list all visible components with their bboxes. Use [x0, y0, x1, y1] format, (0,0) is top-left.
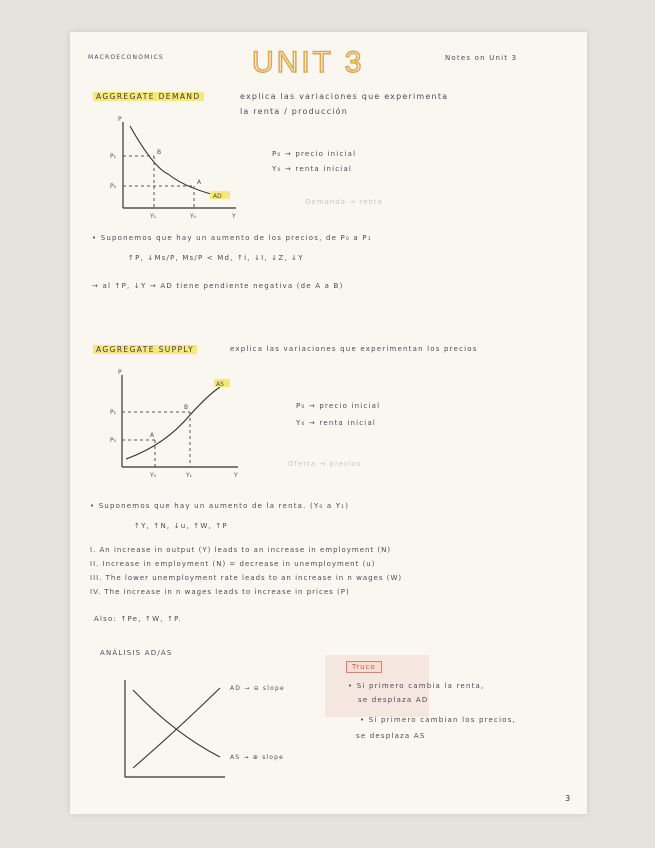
- ad-y0-label: Y₀: [190, 213, 197, 220]
- ad-faded-note: Demanda → renta: [305, 198, 383, 206]
- as-suppose: • Suponemos que hay un aumento de la renta. (Y₀ a Y₁): [90, 502, 350, 510]
- ad-desc-line1: explica las variaciones que experimenta: [240, 92, 449, 101]
- as-heading: AGGREGATE SUPPLY: [93, 345, 197, 354]
- ad-y1-label: Y₁: [150, 213, 157, 220]
- page-number: 3: [565, 794, 571, 803]
- as-y0-label: Y₀: [150, 472, 157, 479]
- as-point-b: B: [184, 404, 189, 411]
- tip2-line1: • Si primero cambian los precios,: [360, 716, 517, 724]
- as-slope-label: AS → ⊕ slope: [230, 754, 285, 761]
- as-y-axis-label: P: [118, 369, 122, 376]
- ad-legend-p0: P₀ → precio inicial: [272, 150, 357, 158]
- ad-legend-y0: Y₀ → renta inicial: [272, 165, 353, 173]
- as-point-4: IV. The increase in n wages leads to increase in prices (P): [90, 588, 350, 596]
- ad-curve-label: AD: [213, 193, 222, 200]
- as-faded-note: Oferta → precios: [288, 460, 362, 468]
- ad-heading: AGGREGATE DEMAND: [93, 92, 204, 101]
- as-graph: [110, 367, 240, 479]
- notes-label: Notes on Unit 3: [445, 54, 518, 62]
- page-title: UNIT 3: [252, 46, 365, 79]
- ad-suppose: • Suponemos que hay un aumento de los precios, de P₀ a P₁: [92, 234, 372, 242]
- ad-graph: [108, 112, 238, 224]
- ad-chain: ↑P, ↓Ms/P, Ms/P < Md, ↑i, ↓I, ↓Z, ↓Y: [128, 254, 304, 262]
- as-point-1: I. An increase in output (Y) leads to an increase in employment (N): [90, 546, 392, 554]
- ad-p0-label: P₀: [110, 183, 117, 190]
- ad-point-b: B: [157, 149, 162, 156]
- as-x-axis-label: Y: [234, 472, 238, 479]
- as-legend-p0: P₀ → precio inicial: [296, 402, 381, 410]
- subject-label: MACROECONOMICS: [88, 54, 164, 61]
- as-p0-label: P₀: [110, 437, 117, 444]
- as-point-a: A: [150, 432, 155, 439]
- as-point-3: III. The lower unemployment rate leads to an increase in n wages (W): [90, 574, 403, 582]
- as-legend-y0: Y₀ → renta inicial: [296, 419, 377, 427]
- tip1-line1: • Si primero cambia la renta,: [348, 682, 485, 690]
- notebook-page: [70, 32, 587, 814]
- tip2-line2: se desplaza AS: [356, 732, 426, 740]
- ad-conclusion: → al ↑P, ↓Y → AD tiene pendiente negativa (de A a B): [92, 282, 344, 290]
- as-point-2: II. Increase in employment (N) = decrease in unemployment (u): [90, 560, 376, 568]
- as-desc: explica las variaciones que experimentan los precios: [230, 345, 478, 353]
- tip1-line2: se desplaza AD: [358, 696, 429, 704]
- adas-graph: [115, 672, 315, 784]
- as-y1-label: Y₁: [186, 472, 193, 479]
- ad-point-a: A: [197, 179, 202, 186]
- as-p1-label: P₁: [110, 409, 117, 416]
- as-chain: ↑Y, ↑N, ↓u, ↑W, ↑P: [134, 522, 228, 530]
- as-also: Also: ↑Pe, ↑W, ↑P.: [94, 615, 182, 623]
- ad-p1-label: P₁: [110, 153, 117, 160]
- truco-label: Truco: [346, 661, 382, 673]
- as-curve-label: AS: [216, 381, 224, 388]
- ad-desc-line2: la renta / producción: [240, 107, 349, 116]
- ad-x-axis-label: Y: [232, 213, 236, 220]
- ad-slope-label: AD → ⊖ slope: [230, 685, 285, 692]
- ad-y-axis-label: P: [118, 116, 122, 123]
- analysis-heading: ANÁLISIS AD/AS: [100, 649, 173, 657]
